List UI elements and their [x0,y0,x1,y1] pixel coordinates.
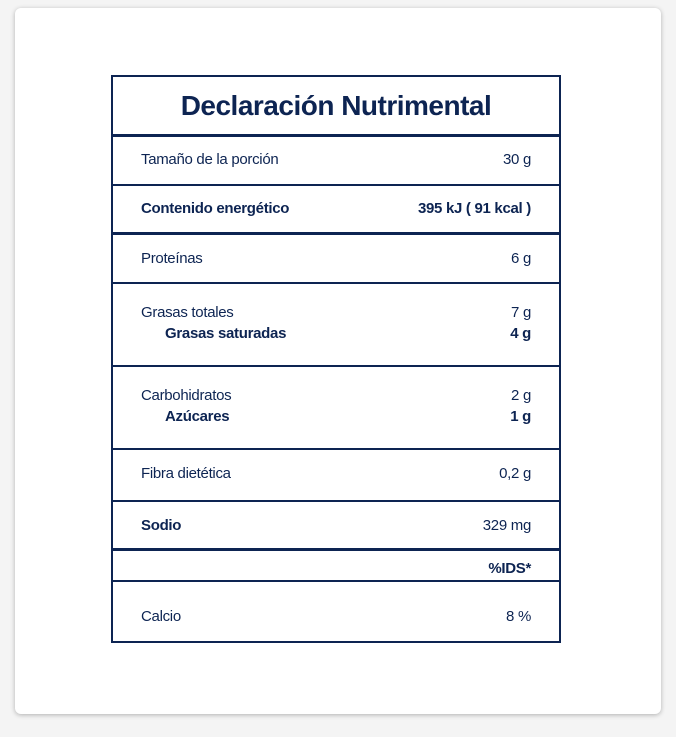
divider [113,500,559,502]
divider [113,232,559,235]
calcium-value: 8 % [506,608,531,625]
saturated-fat-value: 4 g [510,325,531,342]
carbohydrates-label: Carbohidratos [141,387,232,404]
sodium-value: 329 mg [482,517,531,534]
carbohydrates-value: 2 g [511,387,531,404]
ids-header: %IDS* [488,560,531,577]
protein-value: 6 g [511,250,531,267]
serving-size-value: 30 g [503,151,531,168]
divider [113,134,559,137]
calcium-label: Calcio [141,608,181,625]
divider [113,184,559,186]
protein-label: Proteínas [141,250,203,267]
total-fat-label: Grasas totales [141,304,234,321]
saturated-fat-label: Grasas saturadas [165,325,287,342]
sugars-label: Azúcares [165,408,230,425]
nutrition-facts-table [111,75,561,643]
fiber-value: 0,2 g [499,465,531,482]
divider [113,365,559,367]
energy-label: Contenido energético [141,200,290,217]
energy-value: 395 kJ ( 91 kcal ) [417,200,531,217]
divider [113,548,559,551]
divider [113,448,559,450]
sodium-label: Sodio [141,517,182,534]
sugars-value: 1 g [510,408,531,425]
fiber-label: Fibra dietética [141,465,231,482]
divider [113,580,559,582]
table-title: Declaración Nutrimental [180,90,492,121]
serving-size-label: Tamaño de la porción [141,151,279,168]
divider [113,282,559,284]
total-fat-value: 7 g [511,304,531,321]
